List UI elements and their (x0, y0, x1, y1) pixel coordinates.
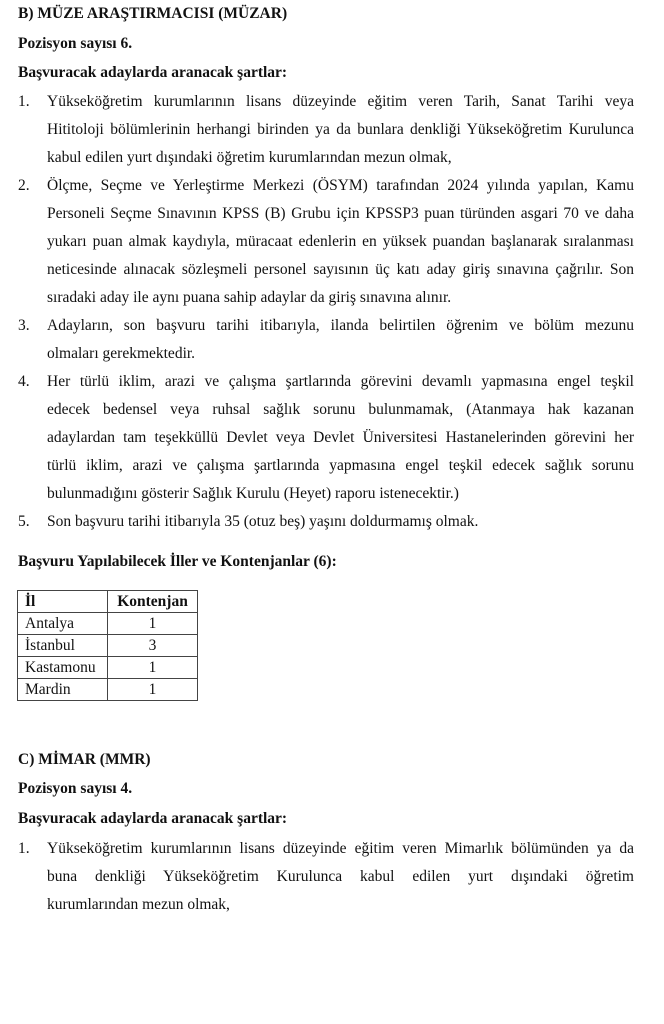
table-header-quota: Kontenjan (108, 591, 198, 613)
list-item-text: olmaları gerekmektedir. (47, 345, 196, 362)
list-item-text: bulunmadığını gösterir Sağlık Kurulu (Heyet) raporu istenecektir.) (47, 485, 459, 502)
table-cell-quota: 1 (108, 679, 198, 701)
list-item-text: Son başvuru tarihi itibarıyla 35 (otuz beş) yaşını doldurmamış olmak. (47, 513, 479, 530)
list-item-number: 1. (18, 840, 30, 857)
list-item-number: 2. (18, 177, 30, 194)
list-item-text: adaylardan tam teşekküllü Devlet veya Devlet Üniversitesi Hastanelerinden görevini her (47, 429, 634, 446)
list-item-text: sıradaki aday ile aynı puana sahip adaylar da giriş sınavına alınır. (47, 289, 452, 306)
section-b-heading: B) MÜZE ARAŞTIRMACISI (MÜZAR) (18, 5, 288, 22)
section-c-requirements-title: Başvuracak adaylarda aranacak şartlar: (18, 810, 288, 827)
section-c-heading: C) MİMAR (MMR) (18, 751, 151, 768)
section-b-requirements-title: Başvuracak adaylarda aranacak şartlar: (18, 64, 288, 81)
list-item-number: 1. (18, 93, 30, 110)
list-item-text: buna denkliği Yükseköğretim Kurulunca kabul edilen yurt dışındaki öğretim (47, 868, 634, 885)
table-cell-quota: 1 (108, 613, 198, 635)
quota-table (17, 590, 198, 701)
list-item-text: Personeli Seçme Sınavının KPSS (B) Grubu için KPSSP3 puan türünden asgari 70 ve daha (47, 205, 634, 222)
table-header-row (18, 591, 198, 613)
list-item-number: 5. (18, 513, 30, 530)
section-c-positions: Pozisyon sayısı 4. (18, 780, 133, 797)
table-row (18, 679, 198, 701)
table-cell-quota: 1 (108, 657, 198, 679)
table-cell-province: Antalya (18, 613, 108, 635)
table-header-province: İl (18, 591, 108, 613)
provinces-title: Başvuru Yapılabilecek İller ve Kontenjanlar (6): (18, 553, 337, 570)
list-item-text: Her türlü iklim, arazi ve çalışma şartlarında görevini devamlı yapmasına engel teşkil (47, 373, 634, 390)
list-item-text: Hititoloji bölümlerinin herhangi birinden ya da bunlara denkliği Yükseköğretim Kurulunca (47, 121, 634, 138)
table-cell-province: Kastamonu (18, 657, 108, 679)
list-item-text: Adayların, son başvuru tarihi itibarıyla, ilanda belirtilen öğrenim ve bölüm mezunu (47, 317, 634, 334)
table-cell-province: İstanbul (18, 635, 108, 657)
table-cell-quota: 3 (108, 635, 198, 657)
list-item-text: türlü iklim, arazi ve çalışma şartlarında yapmasına engel teşkil edecek sağlık sorunu (47, 457, 634, 474)
list-item-text: edecek bedensel veya ruhsal sağlık sorunu bulunmamak, (Atanmaya hak kazanan (47, 401, 634, 418)
list-item-text: yukarı puan almak kaydıyla, müracaat edenlerin en yüksek puandan başlanarak sıralanması (47, 233, 634, 250)
list-item-text: neticesinde alınacak sözleşmeli personel sayısının üç katı aday giriş sınavına çağrılır. Son (47, 261, 634, 278)
table-row (18, 657, 198, 679)
table-row (18, 613, 198, 635)
table-cell-province: Mardin (18, 679, 108, 701)
list-item-text: kabul edilen yurt dışındaki öğretim kurumlarından mezun olmak, (47, 149, 452, 166)
list-item-text: kurumlarından mezun olmak, (47, 896, 230, 913)
list-item-number: 4. (18, 373, 30, 390)
list-item-text: Yükseköğretim kurumlarının lisans düzeyinde eğitim veren Tarih, Sanat Tarihi veya (47, 93, 634, 110)
list-item-text: Yükseköğretim kurumlarının lisans düzeyinde eğitim veren Mimarlık bölümünden ya da (47, 840, 634, 857)
section-b-positions: Pozisyon sayısı 6. (18, 35, 133, 52)
table-row (18, 635, 198, 657)
list-item-text: Ölçme, Seçme ve Yerleştirme Merkezi (ÖSYM) tarafından 2024 yılında yapılan, Kamu (47, 177, 634, 194)
list-item-number: 3. (18, 317, 30, 334)
